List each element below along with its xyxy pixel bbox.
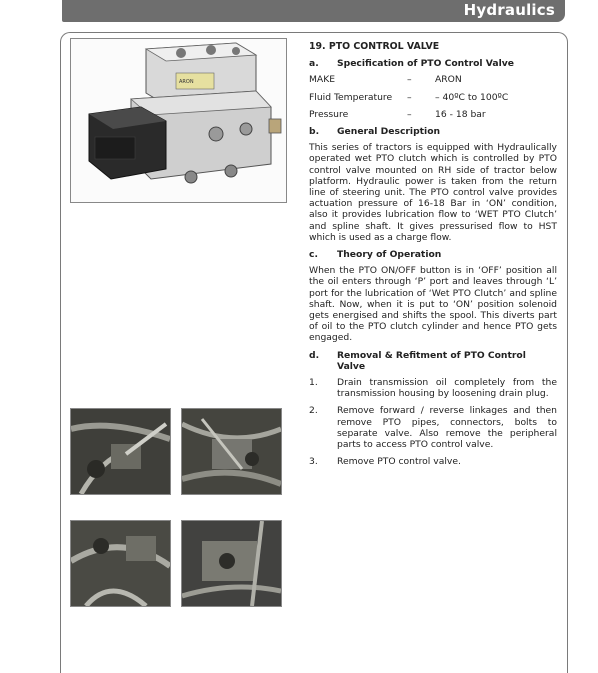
- general-heading-text: General Description: [337, 126, 441, 138]
- spec-row-fluid-temperature: [309, 92, 557, 103]
- page-section-title: Hydraulics: [463, 1, 555, 19]
- step-text: Drain transmission oil completely from the transmission housing by loosening drain plug.: [337, 377, 557, 400]
- spec-value: – 40ºC to 100ºC: [435, 91, 509, 103]
- spec-row-pressure: [309, 109, 557, 120]
- spec-dash: –: [407, 108, 412, 120]
- general-heading: [309, 126, 557, 137]
- spec-key: MAKE: [309, 74, 336, 86]
- removal-step: [309, 377, 557, 399]
- spec-dash: –: [407, 91, 412, 103]
- spec-letter: a.: [309, 58, 319, 70]
- theory-heading-text: Theory of Operation: [337, 249, 442, 261]
- spec-row-make: [309, 74, 557, 85]
- step-number: 1.: [309, 377, 318, 389]
- removal-step-photo-2: [181, 408, 282, 495]
- theory-heading: [309, 249, 557, 260]
- valve-label-text: ARON: [179, 79, 194, 85]
- general-description-text: This series of tractors is equipped with Hydraulically operated wet PTO clutch which is controlled by PTO control valve mounted on RH side of tractor below platform. Hydraulic power is taken from the return line of steering unit. The PTO control valve provides actuation pressure of 16-18 Bar in ‘ON’ condition, also it provides lubrication flow to ‘WET PTO Clutch’ and spline shaft. It gives pressurised flow to HST which is used as a charge flow.: [309, 142, 557, 243]
- theory-letter: c.: [309, 249, 318, 261]
- step-number: 3.: [309, 456, 318, 468]
- header-bar: [62, 0, 565, 22]
- removal-step: [309, 405, 557, 450]
- spec-key: Fluid Temperature: [309, 91, 393, 103]
- spec-heading-text: Specification of PTO Control Valve: [337, 58, 514, 70]
- removal-heading: [309, 350, 557, 372]
- spec-key: Pressure: [309, 108, 349, 120]
- pto-valve-photo: [70, 38, 287, 203]
- removal-heading-text: Removal & Refitment of PTO Control Valve: [336, 349, 526, 372]
- removal-step-photo-3: [70, 520, 171, 607]
- step-text: Remove forward / reverse linkages and then remove PTO pipes, connectors, bolts to separate valve. Also remove the peripheral parts to access PTO control valve.: [337, 405, 557, 451]
- spec-value: ARON: [435, 74, 462, 86]
- spec-heading: [309, 58, 557, 69]
- spec-dash: –: [407, 74, 412, 86]
- removal-letter: d.: [309, 349, 320, 361]
- step-text: Remove PTO control valve.: [337, 456, 461, 468]
- removal-step: [309, 456, 557, 467]
- text-column: [309, 41, 557, 474]
- general-letter: b.: [309, 126, 320, 138]
- spec-value: 16 - 18 bar: [435, 108, 486, 120]
- removal-step-photo-4: [181, 520, 282, 607]
- section-heading: 19. PTO CONTROL VALVE: [309, 41, 440, 52]
- removal-step-photo-1: [70, 408, 171, 495]
- theory-text: When the PTO ON/OFF button is in ‘OFF’ position all the oil enters through ‘P’ port and leaves through ‘L’ port for the lubrication of ‘Wet PTO Clutch’ and spline shaft. Now, when it is put to ‘ON’ position solenoid gets energised and shifts the spool. This diverts part of oil to the PTO clutch cylinder and hence PTO gets engaged.: [309, 265, 557, 344]
- step-number: 2.: [309, 405, 318, 417]
